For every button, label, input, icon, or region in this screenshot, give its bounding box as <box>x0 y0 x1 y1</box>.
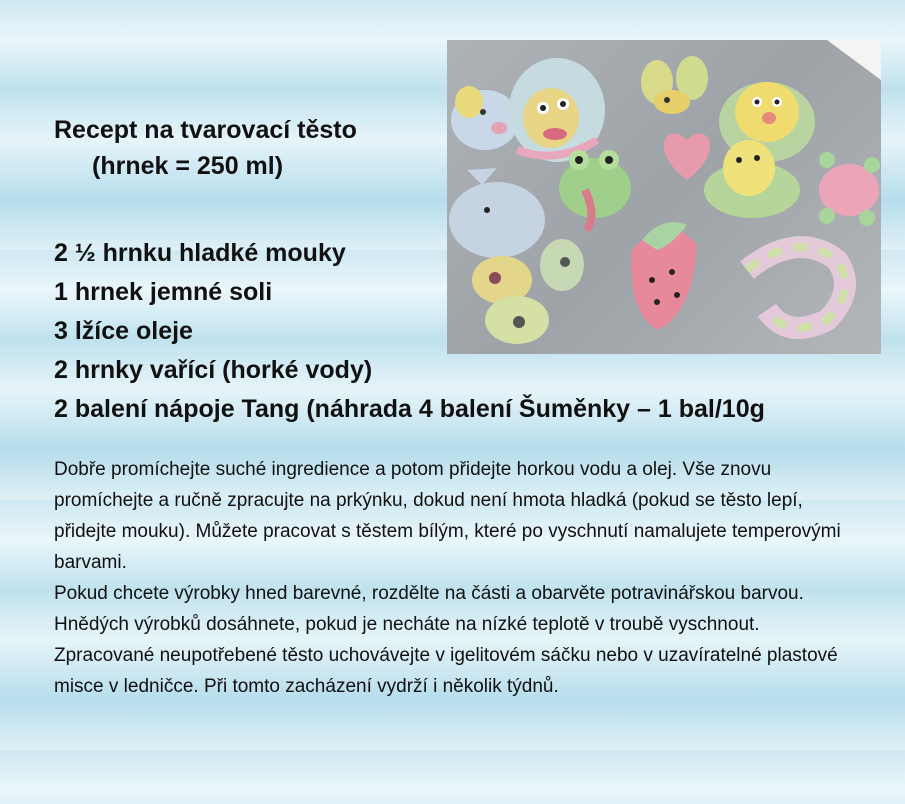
instruction-paragraph: Pokud chcete výrobky hned barevné, rozdělte na části a obarvěte potravinářskou barvou. <box>54 583 804 604</box>
instruction-paragraph: Zpracované neupotřebené těsto uchovávejte v igelitovém sáčku nebo v uzavíratelné plastové misce v ledničce. Při tomto zacházení vydrží i několik týdnů. <box>54 645 838 697</box>
heart-figure <box>664 134 710 180</box>
instruction-paragraph: Dobře promíchejte suché ingredience a potom přidejte horkou vodu a olej. Vše znovu promíchejte a ručně zpracujte na prkýnku, dokud není hmota hladká (pokud se těsto lepí, přidejte mouku). Můžete pracovat s těstem bílým, které po vyschnutí namalujete temperovými barvami. <box>54 459 841 573</box>
bee-figure <box>641 56 708 114</box>
ingredients-list <box>54 234 765 429</box>
instructions-text <box>54 454 854 702</box>
snail-face-figure <box>509 58 605 162</box>
ingredient-item: 1 hrnek jemné soli <box>54 278 273 306</box>
ingredient-item: 2 balení nápoje Tang (náhrada 4 balení Šuměnky – 1 bal/10g <box>54 395 765 423</box>
frog-figure <box>559 150 631 230</box>
ingredient-item: 3 lžíce oleje <box>54 317 193 345</box>
turtle-figure <box>819 152 880 226</box>
instruction-paragraph: Hnědých výrobků dosáhnete, pokud je necháte na nízké teplotě v troubě vyschnout. <box>54 614 760 635</box>
recipe-title: Recept na tvarovací těsto <box>54 116 357 144</box>
ingredient-item: 2 ½ hrnku hladké mouky <box>54 239 346 267</box>
elephant-figure <box>451 86 519 150</box>
ingredient-item: 2 hrnky vařící (horké vody) <box>54 356 373 384</box>
recipe-subtitle: (hrnek = 250 ml) <box>92 152 284 180</box>
recipe-title-block <box>54 112 357 184</box>
